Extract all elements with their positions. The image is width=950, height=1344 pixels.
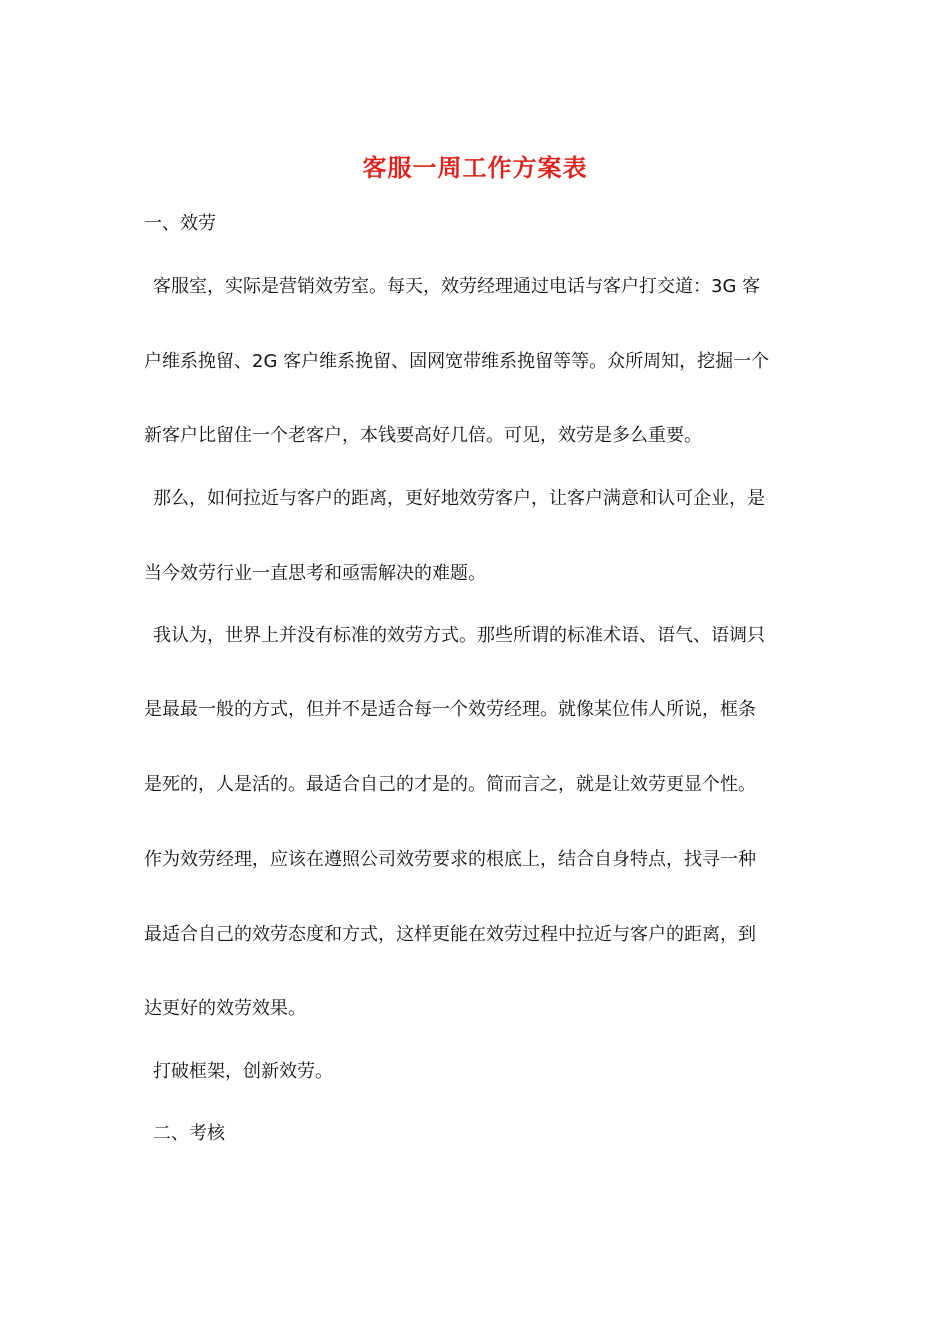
paragraph-line: 是死的，人是活的。最适合自己的才是的。简而言之，就是让效劳更显个性。 [144, 774, 756, 795]
paragraph-line: 我认为，世界上并没有标准的效劳方式。那些所谓的标准术语、语气、语调只 [153, 625, 765, 646]
paragraph-line: 客服室，实际是营销效劳室。每天，效劳经理通过电话与客户打交道：3G 客 [153, 276, 761, 297]
section-heading-assessment: 二、考核 [153, 1123, 225, 1144]
paragraph-line: 最适合自己的效劳态度和方式，这样更能在效劳过程中拉近与客户的距离，到 [144, 924, 756, 945]
paragraph-line: 打破框架，创新效劳。 [153, 1061, 333, 1082]
paragraph-line: 达更好的效劳效果。 [144, 998, 306, 1019]
paragraph-line: 那么，如何拉近与客户的距离，更好地效劳客户，让客户满意和认可企业，是 [153, 488, 765, 509]
paragraph-line: 新客户比留住一个老客户，本钱要高好几倍。可见，效劳是多么重要。 [144, 425, 702, 446]
paragraph-line: 当今效劳行业一直思考和亟需解决的难题。 [144, 563, 486, 584]
section-heading-service: 一、效劳 [144, 213, 216, 234]
paragraph-line: 户维系挽留、2G 客户维系挽留、固网宽带维系挽留等等。众所周知，挖掘一个 [144, 351, 770, 372]
paragraph-line: 作为效劳经理，应该在遵照公司效劳要求的根底上，结合自身特点，找寻一种 [144, 849, 756, 870]
document-title: 客服一周工作方案表 [362, 153, 588, 182]
paragraph-line: 是最最一般的方式，但并不是适合每一个效劳经理。就像某位伟人所说，框条 [144, 699, 756, 720]
